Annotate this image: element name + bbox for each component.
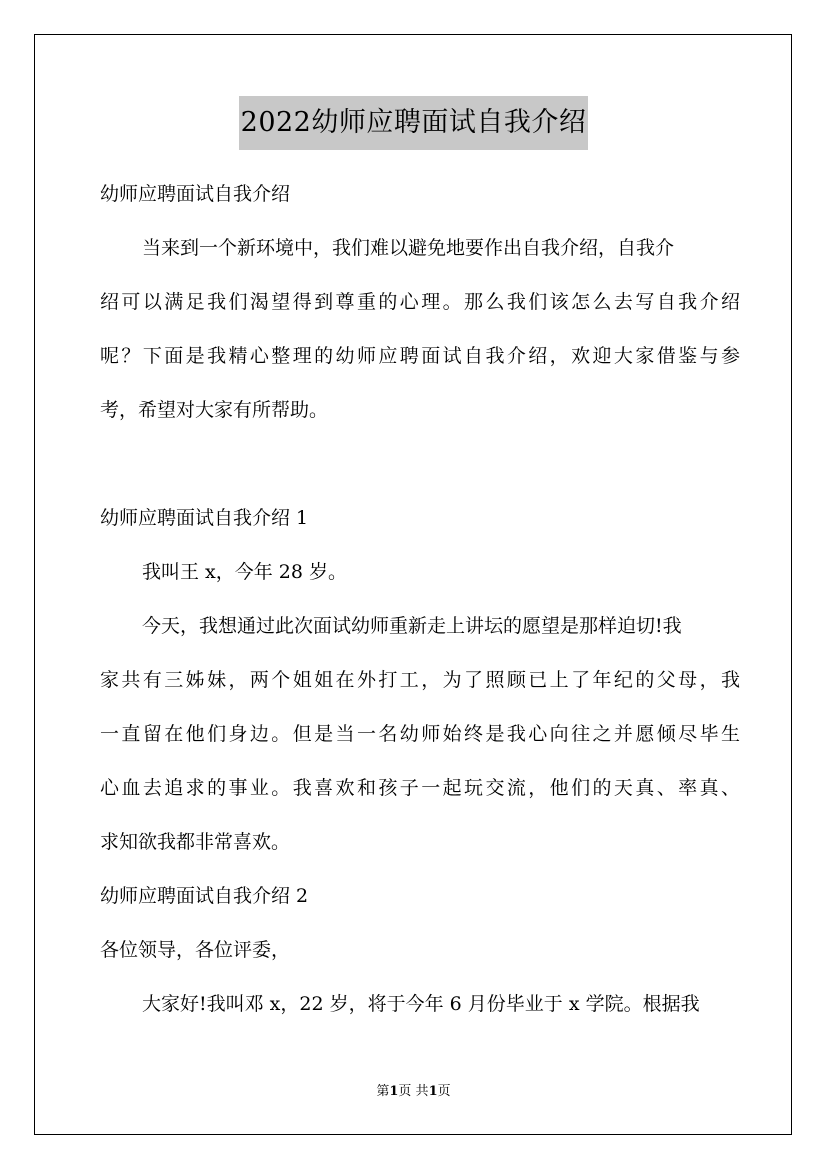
paragraph-line: 心血去追求的事业。我喜欢和孩子一起玩交流，他们的天真、率真、 [100,777,740,799]
paragraph-line: 各位领导，各位评委， [100,939,291,961]
paragraph-line: 家共有三姊妹，两个姐姐在外打工，为了照顾已上了年纪的父母，我 [100,669,740,691]
footer-page-total: 1 [428,1084,438,1099]
section-heading: 幼师应聘面试自我介绍 [100,183,291,205]
footer-prefix: 第 [376,1084,390,1099]
paragraph-line: 考，希望对大家有所帮助。 [100,399,329,421]
paragraph-line: 求知欲我都非常喜欢。 [100,831,291,853]
section-heading: 幼师应聘面试自我介绍 2 [100,885,309,907]
page-footer [0,1083,827,1101]
title-container [0,96,827,150]
document-title: 2022幼师应聘面试自我介绍 [239,96,589,150]
paragraph-line: 呢？下面是我精心整理的幼师应聘面试自我介绍，欢迎大家借鉴与参 [100,345,740,367]
footer-suffix: 页 [437,1084,451,1099]
footer-page-current: 1 [389,1084,399,1099]
footer-mid: 页 共 [398,1084,429,1099]
paragraph-line: 当来到一个新环境中，我们难以避免地要作出自我介绍，自我介 [142,237,675,259]
paragraph-line: 我叫王 x，今年 28 岁。 [142,561,348,583]
paragraph-line: 绍可以满足我们渴望得到尊重的心理。那么我们该怎么去写自我介绍 [100,291,740,313]
paragraph-line: 今天，我想通过此次面试幼师重新走上讲坛的愿望是那样迫切!我 [142,615,682,637]
paragraph-line: 大家好!我叫邓 x，22 岁，将于今年 6 月份毕业于 x 学院。根据我 [142,993,700,1015]
paragraph-line: 一直留在他们身边。但是当一名幼师始终是我心向往之并愿倾尽毕生 [100,723,740,745]
section-heading: 幼师应聘面试自我介绍 1 [100,507,309,529]
